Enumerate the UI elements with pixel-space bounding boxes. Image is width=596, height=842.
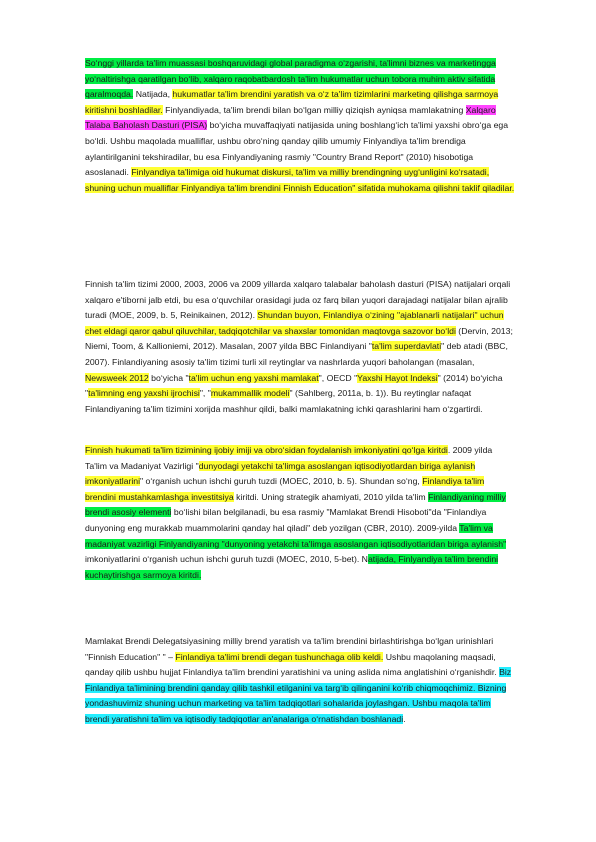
highlighted-text: Finlyandiya ta'limiga oid hukumat diskursi, ta'lim va milliy brendingning uyg‘unligini ko‘rsatadi, shuning uchun mualliflar Finlyandiya ta'lim brendini Finnish Education" sifatida muhokama qilishni taklif qiladilar.	[85, 167, 515, 193]
text-run: Finlyandiyada, ta'lim brendi bilan bo‘lgan milliy qiziqish ayniqsa mamlakatning	[162, 104, 466, 115]
text-run: (Dervin, 2013; Niemi, Toom, & Kallioniemi, 2012). Masalan, 2007 yilda BBC Finlandiyani "	[85, 325, 513, 352]
text-run: Finnish ta'lim tizimi 2000, 2003, 2006 va 2009 yillarda xalqaro talabalar baholash dasturi (PISA) natijalari orqali xalqaro e'tiborni jalb etdi, bu esa o‘quvchilar orasidagi juda oz farq bilan yuqori darajadagi natijalar bilan ajralib turadi (MOE, 2009, b. 5, Reinikainen, 2012).	[85, 279, 511, 321]
highlighted-text: ta'lim uchun eng yaxshi mamlakat	[188, 372, 319, 383]
text-run: " deb atadi (BBC, 2007). Finlandiyaning asosiy ta'lim tizimi turli xil reytinglar va nashrlarda yuqori baholangan (masalan,	[85, 341, 508, 367]
text-run: " (Sahlberg, 2011a, b. 1)). Bu reytinglar nafaqat Finlandiyaning ta'lim tizimini xorijda mashhur qildi, balki mamlakatning ichki qarashlarini ham o‘zgartirdi.	[85, 388, 483, 414]
highlighted-text: Yaxshi Hayot Indeksi	[357, 372, 438, 383]
text-run: Natijada,	[133, 89, 173, 100]
highlighted-text: dunyodagi yetakchi ta'limga asoslangan iqtisodiyotlardan biriga aylanish imkoniyatlarini	[85, 460, 476, 487]
text-run: bo‘lishi bilan belgilanadi, bu esa rasmiy "Mamlakat Brendi Hisoboti"da "Finlandiya dunyoning eng murakkab muammolarini qanday hal qiladi" deb yozilgan (CBR, 2010). 2009-yilda	[85, 507, 487, 533]
highlighted-text: Newsweek 2012	[85, 372, 149, 383]
highlighted-text: Ta'lim va madaniyat vazirligi Finlyandiyaning "dunyoning yetakchi ta'limga asoslangan iqtisodiyotlaridan biriga aylanish"	[85, 522, 507, 549]
text-run: Ushbu maqolaning maqsadi, qanday qilib ushbu hujjat Finlandiya ta'lim brendini yaratishini va uning aslida nima anglatishini o‘rganishdir.	[85, 651, 500, 678]
highlighted-text: Shundan buyon, Finlandiya o‘zining "ajablanarli natijalari" uchun chet eldagi qaror qabul qiluvchilar, tadqiqotchilar va shaxslar tomonidan maqtovga sazovor bo‘ldi	[85, 310, 504, 336]
highlighted-text: Finnish hukumati ta'lim tizimining ijobiy imiji va obro‘sidan foydalanish imkoniyatini qo‘lga kiritdi	[85, 445, 448, 455]
text-run: . 2009 yilda Ta'lim va Madaniyat Vazirligi "	[85, 445, 493, 471]
highlighted-text: Biz Finlandiya ta'limining brendini qanday qilib tashkil etilganini va targ‘ib qilinganini ko‘rib chiqmoqchimiz. Bizning yondashuvimiz shuning uchun marketing va ta'lim tadqiqotlari sohalarida joylashgan. Ushbu maqola ta'lim brendi yaratishni ta'lim va iqtisodiy tadqiqotlar an'analariga o‘rnatishdan boshlanadi	[85, 667, 512, 724]
text-run: imkoniyatlarini o‘rganish uchun ishchi guruh tuzdi (MOEC, 2010, 5-bet). N	[85, 554, 368, 565]
highlighted-text: hukumatlar ta'lim brendini yaratish va o‘z ta'lim tizimlarini marketing qilishga sarmoya kiritishni boshladilar.	[85, 89, 499, 115]
text-run: ", OECD "	[318, 372, 358, 383]
text-run: " o‘rganish uchun ishchi guruh tuzdi (MOEC, 2010, b. 5). Shundan so‘ng,	[140, 476, 423, 487]
paragraph-2	[85, 277, 515, 417]
highlighted-text: So‘nggi yillarda ta'lim muassasi boshqaruvidagi global paradigma o‘zgarishi, ta'limni biznes va marketingga yo‘naltirishga qaratilgan bo‘lib, xalqaro raqobatbardosh ta'lim hukumatlar uchun tobora muhim aktiv sifatida qaralmoqda.	[85, 58, 496, 100]
text-run: kiritdi. Uning strategik ahamiyati, 2010 yilda ta'lim	[233, 491, 429, 502]
highlighted-text: Finlandiyaning milliy brendi asosiy elementi	[85, 491, 506, 518]
text-run: ", "	[199, 388, 211, 399]
highlighted-text: Xalqaro Talaba Baholash Dasturi (PISA)	[85, 104, 496, 131]
paragraph-4	[85, 634, 515, 728]
highlighted-text: mukammallik modeli	[210, 388, 290, 399]
highlighted-text: Finlandiya ta'limi brendi degan tushunchaga olib keldi.	[175, 651, 384, 662]
highlighted-text: atijada, Finlyandiya ta'lim brendini kuchaytirishga sarmoya kiritdi.	[85, 554, 499, 580]
text-run: .	[403, 713, 406, 724]
highlighted-text: ta'lim superdavlati	[371, 341, 442, 352]
text-run: bo‘yicha "	[148, 372, 189, 383]
paragraph-3	[85, 443, 515, 583]
text-run: Mamlakat Brendi Delegatsiyasining milliy brend yaratish va ta'lim brendini birlashtirishga bo‘lgan urinishlari "Finnish Education" " –	[85, 636, 494, 662]
paragraph-1	[85, 56, 515, 196]
text-run: bo‘yicha muvaffaqiyati natijasida uning boshlang‘ich ta'limi yaxshi obro‘ga ega bo‘ldi. Ushbu maqolada mualliflar, ushbu obro‘ning qanday qilib umumiy Finlyandiya ta'lim brendiga aylantirilganini tekshiradilar, bu esa Finlyandiyaning rasmiy "Country Brand Report" (2010) hisobotiga asoslanadi.	[85, 120, 509, 178]
highlighted-text: ta'limning eng yaxshi ijrochisi	[88, 388, 200, 399]
text-run: " (2014) bo‘yicha "	[85, 372, 503, 399]
highlighted-text: Finlandiya ta'lim brendini mustahkamlashga investitsiya	[85, 476, 485, 502]
